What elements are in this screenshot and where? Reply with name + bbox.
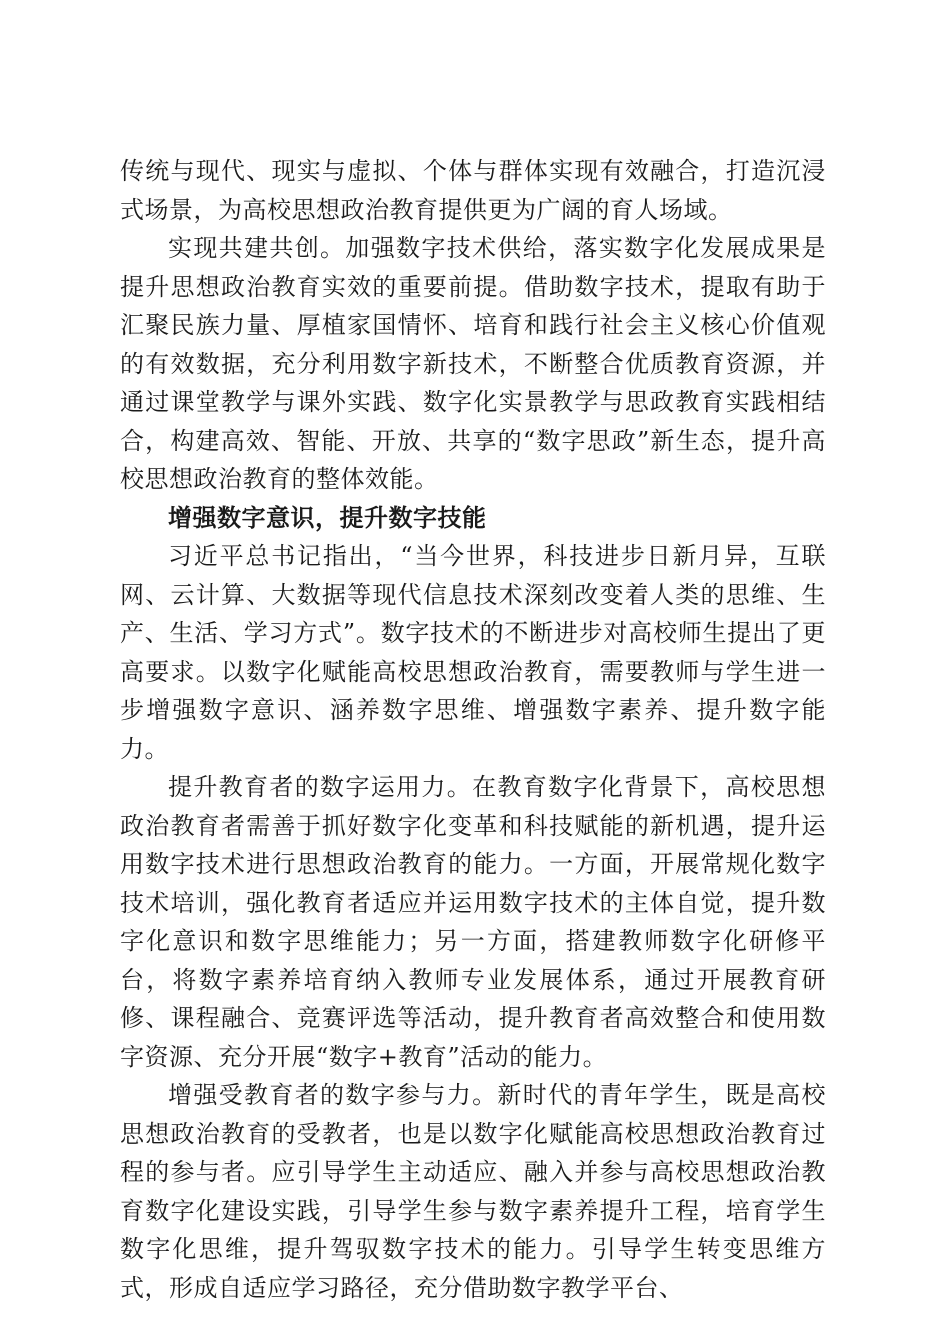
paragraph-continuation: 传统与现代、现实与虚拟、个体与群体实现有效融合，打造沉浸式场景，为高校思想政治教育提供更为广阔的育人场域。 xyxy=(120,157,826,224)
paragraph-xi-quote: 习近平总书记指出，“当今世界，科技进步日新月异，互联网、云计算、大数据等现代信息技术深刻改变着人类的思维、生产、生活、学习方式”。数字技术的不断进步对高校师生提出了更高要求。以数字化赋能高校思想政治教育，需要教师与学生进一步增强数字意识、涵养数字思维、增强数字素养、提升数字能力。 xyxy=(120,542,826,763)
section-heading: 增强数字意识，提升数字技能 xyxy=(168,503,487,532)
paragraph-co-construction: 实现共建共创。加强数字技术供给，落实数字化发展成果是提升思想政治教育实效的重要前提。借助数字技术，提取有助于汇聚民族力量、厚植家国情怀、培育和践行社会主义核心价值观的有效数据，充分利用数字新技术，不断整合优质教育资源，并通过课堂教学与课外实践、数字化实景教学与思政教育实践相结合，构建高效、智能、开放、共享的“数字思政”新生态，提升高校思想政治教育的整体效能。 xyxy=(120,234,826,493)
paragraph-student-participation: 增强受教育者的数字参与力。新时代的青年学生，既是高校思想政治教育的受教者，也是以数字化赋能高校思想政治教育过程的参与者。应引导学生主动适应、融入并参与高校思想政治教育数字化建设实践，引导学生参与数字素养提升工程，培育学生数字化思维，提升驾驭数字技术的能力。引导学生转变思维方式，形成自适应学习路径，充分借助数字教学平台、 xyxy=(120,1081,826,1302)
paragraph-educator-ability: 提升教育者的数字运用力。在教育数字化背景下，高校思想政治教育者需善于抓好数字化变革和科技赋能的新机遇，提升运用数字技术进行思想政治教育的能力。一方面，开展常规化数字技术培训，强化教育者适应并运用数字技术的主体自觉，提升数字化意识和数字思维能力；另一方面，搭建教师数字化研修平台，将数字素养培育纳入教师专业发展体系，通过开展教育研修、课程融合、竞赛评选等活动，提升教育者高效整合和使用数字资源、充分开展“数字+教育”活动的能力。 xyxy=(120,773,826,1071)
document-body xyxy=(120,152,826,1307)
